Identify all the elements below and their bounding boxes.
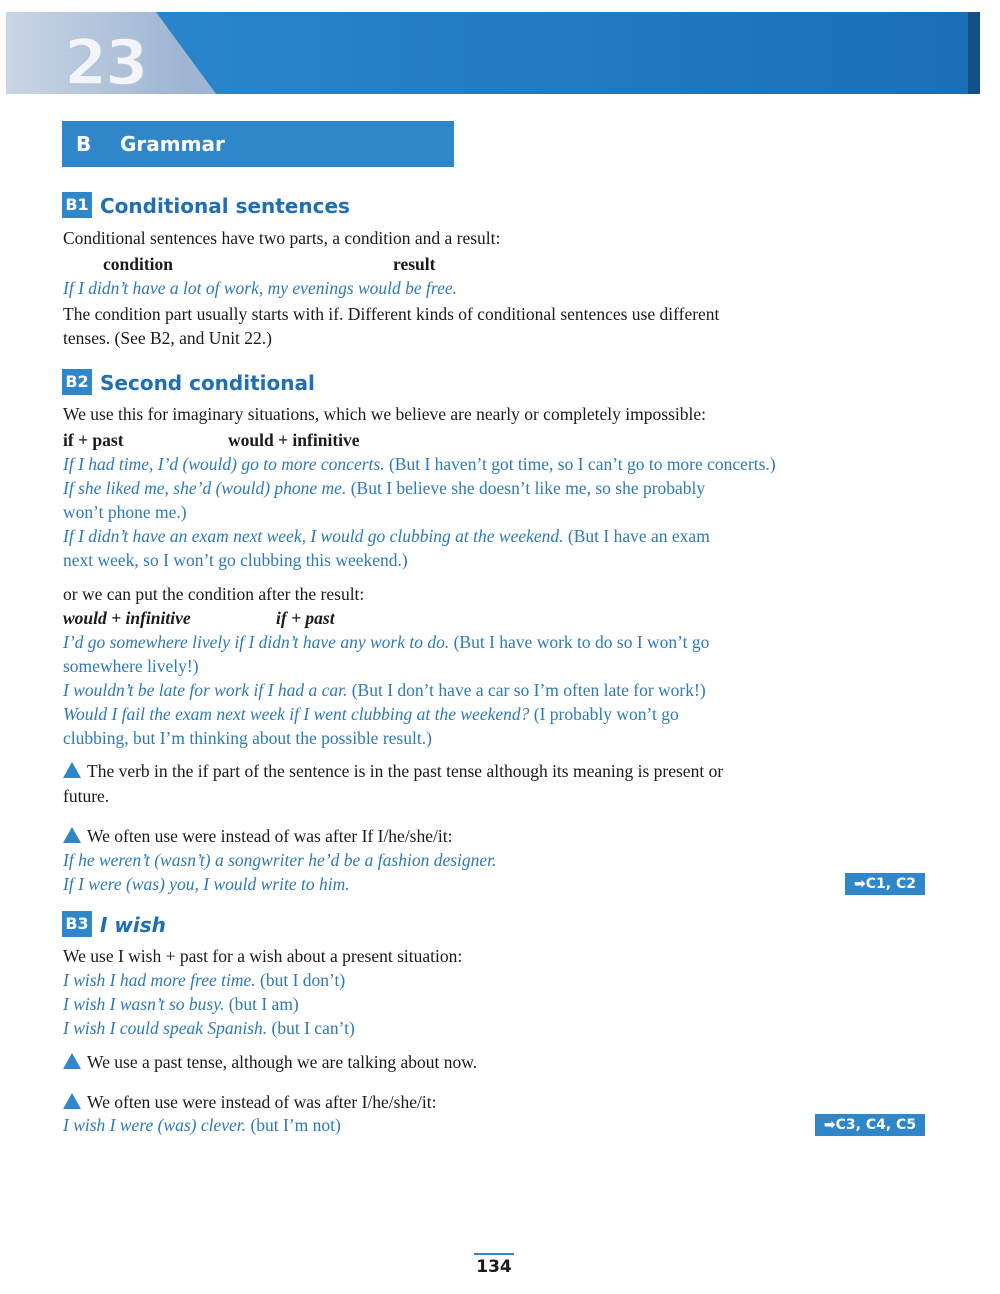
b1-body-2: tenses. (See B2, and Unit 22.) <box>63 328 272 348</box>
b3-warn1-text: We use a past tense, although we are talking about now. <box>87 1052 478 1072</box>
b2-ex6-text: Would I fail the exam next week if I went clubbing at the weekend? <box>63 704 530 724</box>
b2-ex1-note: (But I haven’t got time, so I can’t go to more concerts.) <box>388 454 776 474</box>
b2-pattern-2-a: would + infinitive <box>63 608 191 628</box>
b2-heading <box>62 369 315 397</box>
b2-example-8: If I were (was) you, I would write to him. <box>63 874 350 894</box>
b3-warning-2 <box>63 1090 436 1114</box>
b2-ex4-note-cont: somewhere lively!) <box>63 656 199 676</box>
b3-warn2-text: We often use were instead of was after I/he/she/it: <box>87 1092 437 1112</box>
warning-icon <box>63 1053 81 1069</box>
b2-title: Second conditional <box>100 371 315 395</box>
b2-warn1-text: The verb in the if part of the sentence is in the past tense although its meaning is present or <box>87 761 724 781</box>
b3-ex4-text: I wish I were (was) clever. <box>63 1115 247 1135</box>
b1-example: If I didn’t have a lot of work, my evenings would be free. <box>63 278 457 298</box>
b3-heading <box>62 911 166 939</box>
b1-badge: B1 <box>62 192 92 218</box>
b2-example-7: If he weren’t (wasn’t) a songwriter he’d be a fashion designer. <box>63 850 497 870</box>
b1-title: Conditional sentences <box>100 194 350 218</box>
b2-ex3-note: (But I have an exam <box>567 526 710 546</box>
b3-example-3 <box>63 1016 355 1040</box>
b2-ex1-text: If I had time, I’d (would) go to more concerts. <box>63 454 385 474</box>
b2-or-line: or we can put the condition after the result: <box>63 584 365 604</box>
b3-ex1-note: (but I don’t) <box>260 970 346 990</box>
b2-ex2-note-cont: won’t phone me.) <box>63 502 187 522</box>
b2-warn1-cont: future. <box>63 786 110 806</box>
b2-warning-1 <box>63 759 723 783</box>
unit-number: 23 <box>64 26 147 99</box>
section-title: Grammar <box>120 132 225 156</box>
section-letter: B <box>76 132 92 156</box>
b3-title: I wish <box>100 913 166 937</box>
b3-badge: B3 <box>62 911 92 937</box>
b2-pattern-1-a: if + past <box>63 430 124 450</box>
b2-example-3 <box>63 524 710 548</box>
b2-ex3-note-cont: next week, so I won’t go clubbing this weekend.) <box>63 550 408 570</box>
b2-example-5 <box>63 678 706 702</box>
b2-warning-2 <box>63 824 452 848</box>
b3-example-2 <box>63 992 299 1016</box>
page-number: 134 <box>474 1253 514 1277</box>
b2-warn2-text: We often use were instead of was after If I/he/she/it: <box>87 826 453 846</box>
b1-col-result: result <box>393 254 436 274</box>
b2-ex3-text: If I didn’t have an exam next week, I would go clubbing at the weekend. <box>63 526 564 546</box>
b3-ex3-note: (but I can’t) <box>271 1018 355 1038</box>
b3-ex2-note: (but I am) <box>228 994 299 1014</box>
b2-example-6 <box>63 702 679 726</box>
b3-warning-1 <box>63 1050 477 1074</box>
b3-example-4 <box>63 1113 341 1137</box>
b2-intro: We use this for imaginary situations, which we believe are nearly or completely impossible: <box>63 404 706 424</box>
b2-ex5-text: I wouldn’t be late for work if I had a car. <box>63 680 348 700</box>
b3-example-1 <box>63 968 345 992</box>
b1-heading <box>62 192 350 220</box>
b3-cross-reference[interactable]: ➡C3, C4, C5 <box>815 1114 925 1136</box>
b2-example-4 <box>63 630 709 654</box>
b2-ex6-note: (I probably won’t go <box>533 704 679 724</box>
b2-ex6-note-cont: clubbing, but I’m thinking about the possible result.) <box>63 728 432 748</box>
b3-ex3-text: I wish I could speak Spanish. <box>63 1018 268 1038</box>
b2-example-1 <box>63 452 776 476</box>
b1-body-1: The condition part usually starts with if. Different kinds of conditional sentences use different <box>63 304 720 324</box>
banner-graphic <box>6 12 980 94</box>
b1-intro: Conditional sentences have two parts, a condition and a result: <box>63 228 501 248</box>
section-header <box>62 121 454 167</box>
b2-ex4-note: (But I have work to do so I won’t go <box>453 632 710 652</box>
b2-ex4-text: I’d go somewhere lively if I didn’t have any work to do. <box>63 632 450 652</box>
unit-banner <box>6 12 980 99</box>
warning-icon <box>63 827 81 843</box>
warning-icon <box>63 1093 81 1109</box>
b2-ex2-note: (But I believe she doesn’t like me, so she probably <box>350 478 706 498</box>
b3-ex2-text: I wish I wasn’t so busy. <box>63 994 225 1014</box>
b2-ex2-text: If she liked me, she’d (would) phone me. <box>63 478 347 498</box>
b1-col-condition: condition <box>103 254 174 274</box>
b2-badge: B2 <box>62 369 92 395</box>
b2-ex5-note: (But I don’t have a car so I’m often late for work!) <box>351 680 706 700</box>
b2-pattern-2-b: if + past <box>276 608 335 628</box>
b3-ex4-note: (but I’m not) <box>250 1115 341 1135</box>
b3-ex1-text: I wish I had more free time. <box>63 970 256 990</box>
b3-intro: We use I wish + past for a wish about a present situation: <box>63 946 463 966</box>
b2-example-2 <box>63 476 705 500</box>
b2-cross-reference[interactable]: ➡C1, C2 <box>845 873 925 895</box>
warning-icon <box>63 762 81 778</box>
b2-pattern-1-b: would + infinitive <box>228 430 360 450</box>
